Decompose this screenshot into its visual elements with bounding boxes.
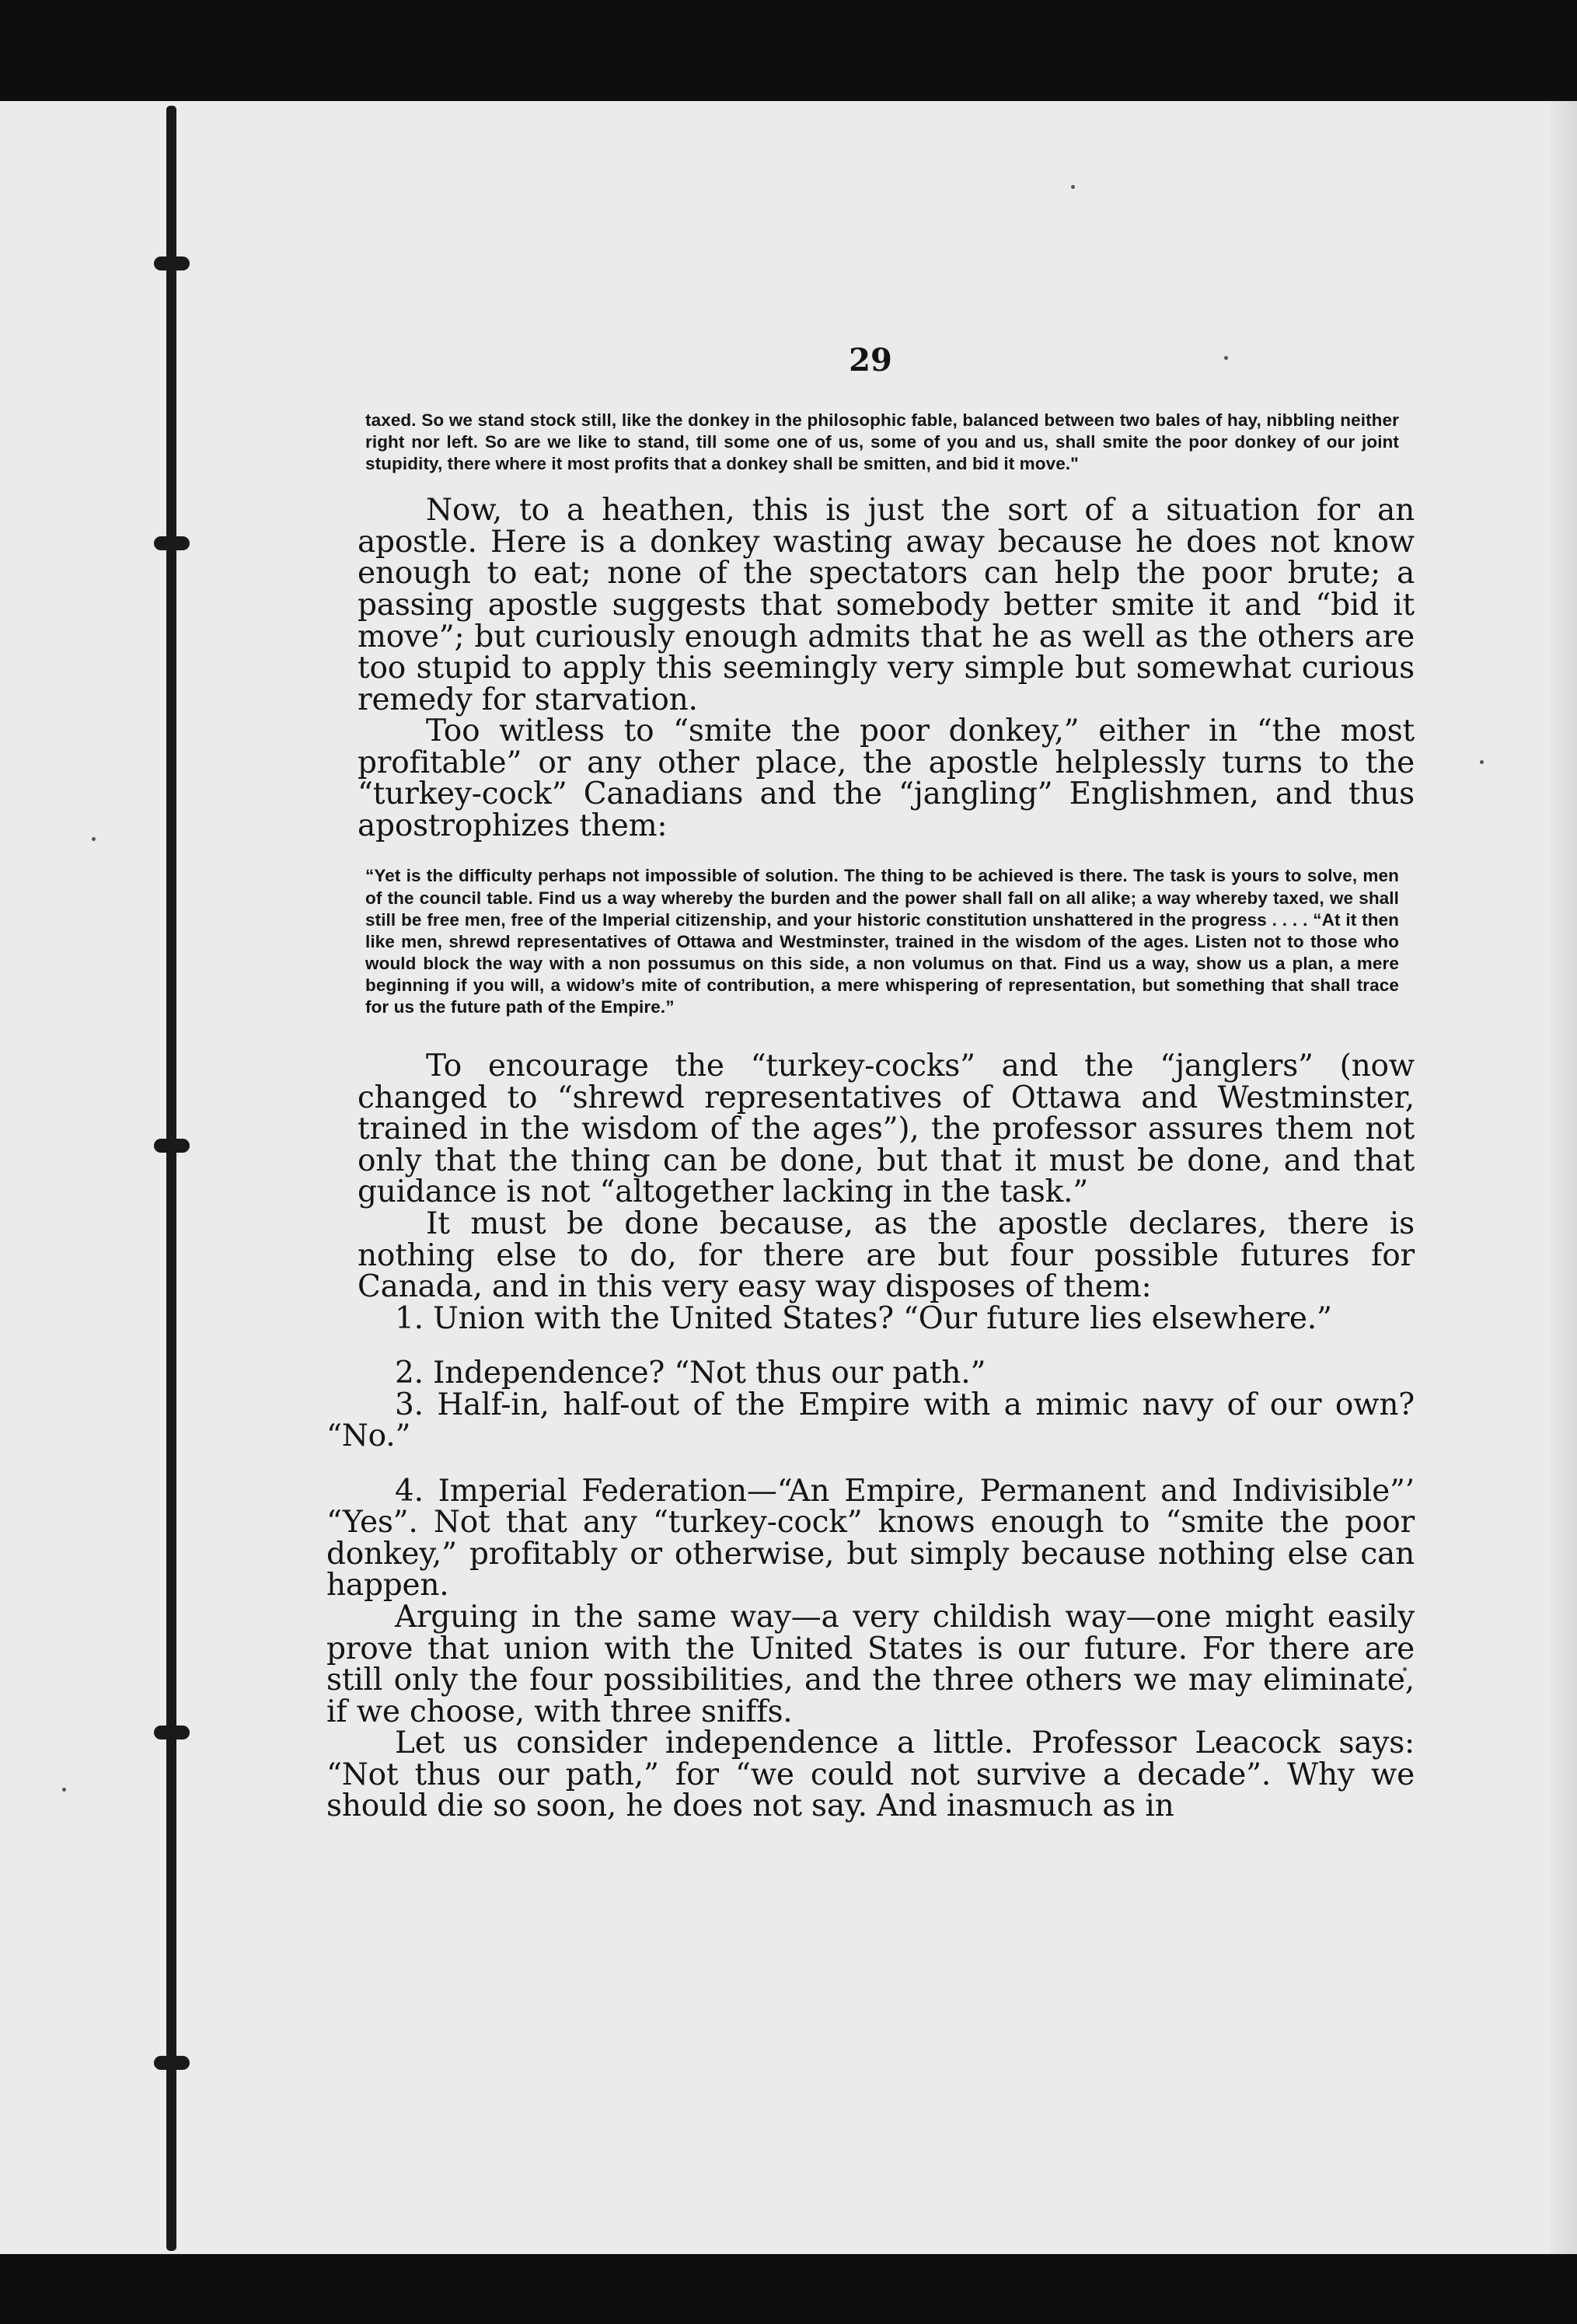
binding-stitch [154, 256, 190, 270]
paragraph: Too witless to “smite the poor donkey,” either in “the most profitable” or any other place, the apostle helplessly turns to the “turkey-cock” Canadians and the “jangling” Englishmen, and thus apostrophizes them: [358, 714, 1415, 843]
binding-spine [166, 106, 176, 2251]
scan-speck [92, 837, 96, 841]
block-quote-middle: “Yet is the difficulty perhaps not impossible of solution. The thing to be achieved is there. The task is yours to solve, men of the council table. Find us a way whereby the burden and the power shall fall on all alike; a way whereby taxed, we shall still be free men, free of the Imperial citizenship, and your historic constitution unshattered in the progress . . . . “At it then like men, shrewd representatives of Ottawa and Westminster, trained in the wisdom of the ages. Listen not to those who would block the way with a non possumus on this side, a non volumus on that. Find us a way, show us a plan, a mere beginning if you will, a widow’s mite of contribution, a mere whispering of representation, but something that shall trace for us the future path of the Empire.” [365, 866, 1399, 1017]
paragraph: Now, to a heathen, this is just the sort of a situation for an apostle. Here is a donkey wasting away because he does not know enough to eat; none of the spectators can help the poor brute; a passing apostle suggests that somebody better smite it and “bid it move”; but curiously enough admits that he as well as the others are too stupid to apply this seemingly very simple but somewhat curious remedy for starvation. [358, 493, 1415, 717]
scan-speck [1480, 760, 1484, 764]
bottom-shadow [0, 2254, 1577, 2324]
binding-stitch [154, 1726, 190, 1740]
binding-stitch [154, 536, 190, 550]
binding-stitch [154, 1139, 190, 1153]
block-quote-top: taxed. So we stand stock still, like the donkey in the philosophic fable, balanced between two bales of hay, nibbling neither right nor left. So are we like to stand, till some one of us, some of you and us, shall smite the poor donkey of our joint stupidity, there where it most profits that a donkey shall be smitten, and bid it move." [365, 410, 1399, 474]
paragraph: It must be done because, as the apostle declares, there is nothing else to do, for there are but four possible futures for Canada, and in this very easy way disposes of them: [358, 1206, 1415, 1305]
paragraph: To encourage the “turkey-cocks” and the “janglers” (now changed to “shrewd representatives of Ottawa and Westminster, trained in the wisdom of the ages”), the professor assures them not only that the thing can be done, but that it must be done, and that guidance is not “altogether lacking in the task.” [358, 1049, 1415, 1210]
paragraph: Let us consider independence a little. Professor Leacock says: “Not thus our path,” for “we could not survive a decade”. Why we should die so soon, he does not say. And inasmuch as in [326, 1726, 1415, 1824]
list-item: 1. Union with the United States? “Our future lies elsewhere.” [395, 1300, 1332, 1336]
paragraph: Arguing in the same way—a very childish way—one might easily prove that union with the United States is our future. For there are still only the four possibilities, and the three others we may eliminate, if we choose, with three sniffs. [326, 1600, 1415, 1729]
list-item: 3. Half-in, half-out of the Empire with a mimic navy of our own? “No.” [326, 1387, 1415, 1454]
scan-speck [1071, 185, 1075, 189]
page-content [326, 342, 1415, 1823]
list-item: 2. Independence? “Not thus our path.” [395, 1356, 986, 1391]
binding-stitch [154, 2056, 190, 2070]
list-item: 4. Imperial Federation—“An Empire, Permanent and Indivisible”’ “Yes”. Not that any “turkey-cock” knows enough to “smite the poor donkey,” profitably or otherwise, but simply because nothing else can happen. [326, 1473, 1415, 1603]
scan-speck [62, 1788, 66, 1792]
page-number: 29 [849, 342, 892, 379]
